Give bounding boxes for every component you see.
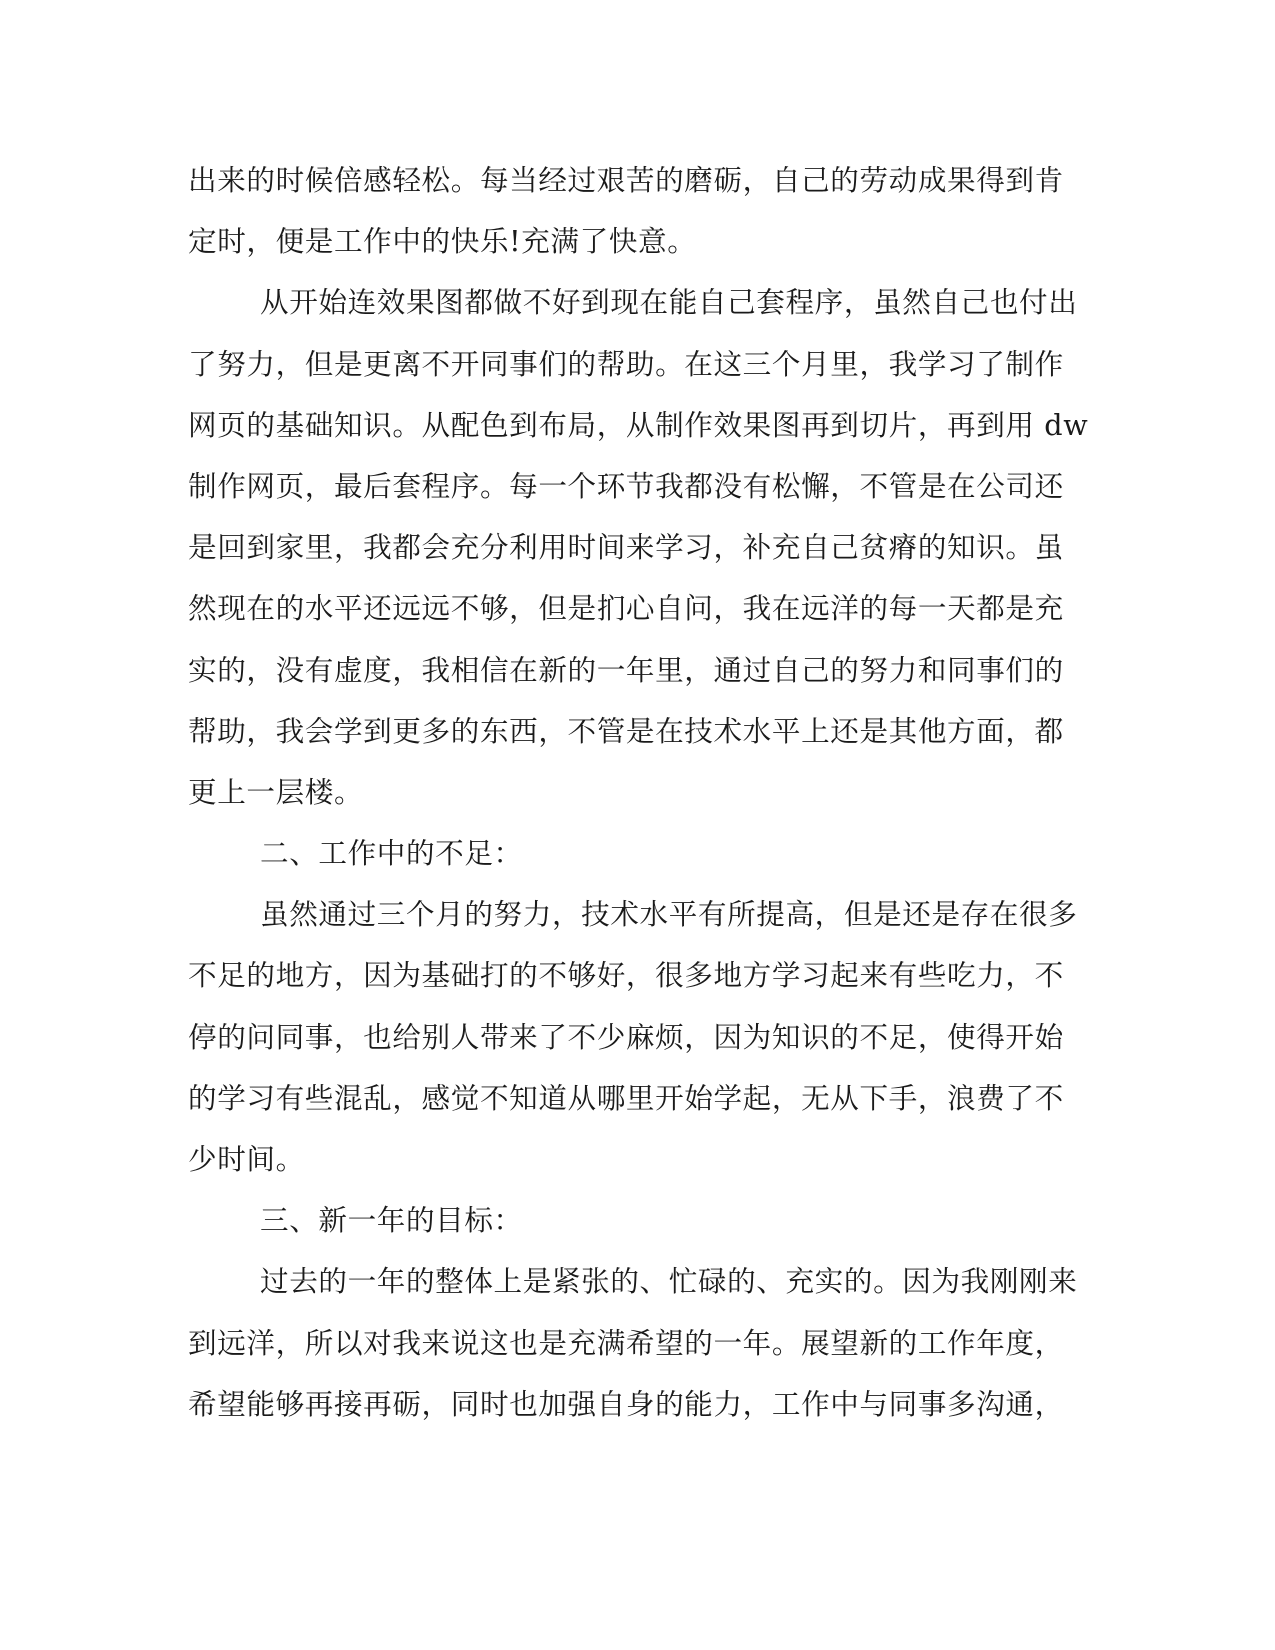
text-line: 制作网页，最后套程序。每一个环节我都没有松懈，不管是在公司还 [188, 468, 1064, 503]
paragraph-start-line: 从开始连效果图都做不好到现在能自己套程序，虽然自己也付出 [260, 285, 1078, 320]
text-line: 实的，没有虚度，我相信在新的一年里，通过自己的努力和同事们的 [188, 652, 1064, 687]
paragraph-start-line: 过去的一年的整体上是紧张的、忙碌的、充实的。因为我刚刚来 [260, 1264, 1078, 1299]
text-line: 是回到家里，我都会充分利用时间来学习，补充自己贫瘠的知识。虽 [188, 530, 1064, 565]
section-heading: 二、工作中的不足： [260, 836, 523, 871]
text-line: 定时，便是工作中的快乐!充满了快意。 [188, 224, 697, 259]
text-line: 的学习有些混乱，感觉不知道从哪里开始学起，无从下手，浪费了不 [188, 1080, 1064, 1115]
paragraph-start-line: 虽然通过三个月的努力，技术水平有所提高，但是还是存在很多 [260, 897, 1078, 932]
text-line: 网页的基础知识。从配色到布局，从制作效果图再到切片，再到用 dw [188, 407, 1089, 442]
text-line: 少时间。 [188, 1142, 305, 1176]
section-heading: 三、新一年的目标： [260, 1203, 523, 1238]
text-line: 不足的地方，因为基础打的不够好，很多地方学习起来有些吃力，不 [188, 958, 1064, 993]
text-line: 帮助，我会学到更多的东西，不管是在技术水平上还是其他方面，都 [188, 713, 1064, 748]
text-line: 了努力，但是更离不开同事们的帮助。在这三个月里，我学习了制作 [188, 346, 1064, 381]
text-line: 出来的时候倍感轻松。每当经过艰苦的磨砺，自己的劳动成果得到肯 [188, 163, 1064, 197]
text-line: 更上一层楼。 [188, 774, 364, 809]
text-line: 停的问同事，也给别人带来了不少麻烦，因为知识的不足，使得开始 [188, 1019, 1064, 1054]
text-line: 希望能够再接再砺，同时也加强自身的能力，工作中与同事多沟通， [188, 1386, 1064, 1421]
text-line: 然现在的水平还远远不够，但是扪心自问，我在远洋的每一天都是充 [188, 591, 1064, 626]
text-line: 到远洋，所以对我来说这也是充满希望的一年。展望新的工作年度， [188, 1325, 1064, 1360]
document-body [188, 150, 1089, 1435]
